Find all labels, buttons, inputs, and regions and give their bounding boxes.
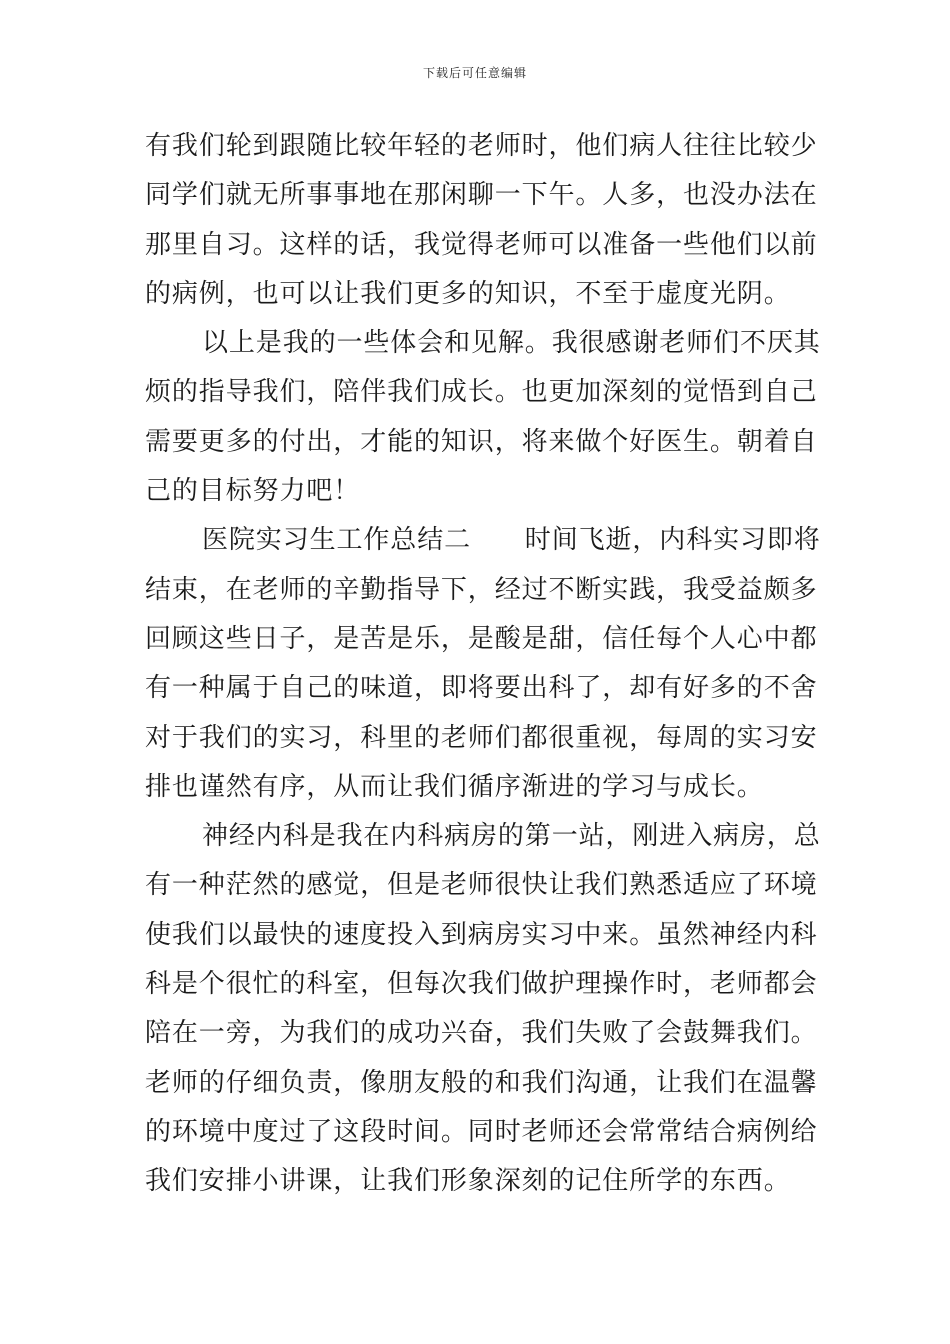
- text-line: 有一种属于自己的味道，即将要出科了，却有好多的不舍: [145, 673, 818, 704]
- text-line: 的病例，也可以让我们更多的知识，不至于虚度光阴。: [145, 278, 791, 309]
- text-line: 同学们就无所事事地在那闲聊一下午。人多，也没办法在: [145, 180, 818, 211]
- text-line: 需要更多的付出，才能的知识，将来做个好医生。朝着自: [145, 426, 818, 457]
- section-title-line: 医院实习生工作总结二 时间飞逝，内科实习即将: [202, 525, 821, 556]
- body-text: [145, 122, 821, 1207]
- paragraph-first-line: 以上是我的一些体会和见解。我很感谢老师们不厌其: [202, 328, 821, 359]
- text-line: 己的目标努力吧！: [145, 476, 361, 507]
- text-line: 科是个很忙的科室，但每次我们做护理操作时，老师都会: [145, 969, 818, 1000]
- paragraph-first-line: 神经内科是我在内科病房的第一站，刚进入病房，总: [202, 821, 821, 852]
- text-line: 陪在一旁，为我们的成功兴奋，我们失败了会鼓舞我们。: [145, 1018, 818, 1049]
- text-line: 排也谨然有序，从而让我们循序渐进的学习与成长。: [145, 771, 764, 802]
- text-line: 有我们轮到跟随比较年轻的老师时，他们病人往往比较少: [145, 131, 818, 161]
- text-line: 老师的仔细负责，像朋友般的和我们沟通，让我们在温馨: [145, 1067, 818, 1098]
- text-line: 结束，在老师的辛勤指导下，经过不断实践，我受益颇多: [145, 574, 818, 605]
- text-line: 烦的指导我们，陪伴我们成长。也更加深刻的觉悟到自己: [145, 377, 818, 408]
- text-line: 的环境中度过了这段时间。同时老师还会常常结合病例给: [145, 1116, 818, 1147]
- text-line: 使我们以最快的速度投入到病房实习中来。虽然神经内科: [145, 919, 818, 950]
- text-line: 回顾这些日子，是苦是乐，是酸是甜，信任每个人心中都: [145, 623, 818, 654]
- text-line: 有一种茫然的感觉，但是老师很快让我们熟悉适应了环境: [145, 870, 818, 901]
- text-line: 那里自习。这样的话，我觉得老师可以准备一些他们以前: [145, 229, 818, 260]
- text-line: 我们安排小讲课，让我们形象深刻的记住所学的东西。: [145, 1166, 791, 1197]
- header-note: 下载后可任意编辑: [422, 66, 527, 80]
- text-line: 对于我们的实习，科里的老师们都很重视，每周的实习安: [145, 722, 818, 753]
